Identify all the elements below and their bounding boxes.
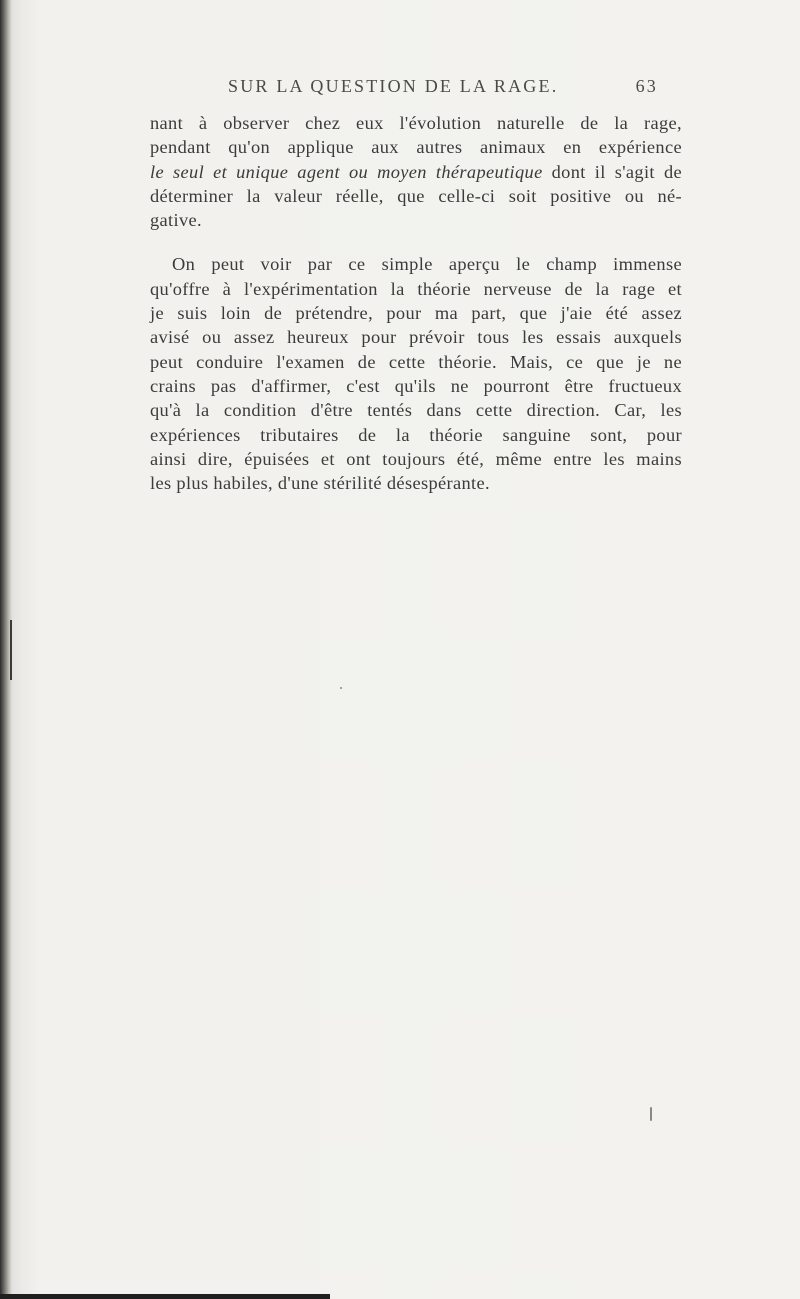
text-line — [150, 160, 682, 184]
text-line: qu'à la condition d'être tentés dans cette direction. Car, les — [150, 400, 682, 421]
italic-phrase: le seul et unique agent ou moyen thérapeutique — [150, 161, 543, 182]
body-text — [150, 111, 682, 495]
text-line: gative. — [150, 210, 202, 231]
text-line: qu'offre à l'expérimentation la théorie nerveuse de la rage et — [150, 278, 682, 299]
text-line: crains pas d'affirmer, c'est qu'ils ne pourront être fructueux — [150, 375, 682, 396]
paper-fleck — [650, 1107, 652, 1121]
paragraph-1 — [150, 111, 682, 232]
paragraph-gap — [150, 232, 682, 252]
text-line: nant à observer chez eux l'évolution naturelle de la rage, — [150, 113, 682, 133]
text-line: déterminer la valeur réelle, que celle-ci soit positive ou né- — [150, 185, 682, 206]
text-line: expériences tributaires de la théorie sanguine sont, pour — [150, 424, 682, 445]
text-fragment: dont il s'agit de — [542, 161, 682, 182]
page-number: 63 — [635, 76, 658, 96]
paper-fleck — [340, 687, 342, 689]
paragraph-2 — [150, 252, 682, 495]
text-line: je suis loin de prétendre, pour ma part, que j'aie été assez — [150, 303, 682, 324]
text-line: pendant qu'on applique aux autres animaux en expérience — [150, 137, 682, 158]
binding-mark — [10, 620, 12, 680]
running-title: SUR LA QUESTION DE LA RAGE. — [228, 76, 559, 96]
text-line: peut conduire l'examen de cette théorie. Mais, ce que je ne — [150, 351, 682, 372]
text-line: avisé ou assez heureux pour prévoir tous les essais auxquels — [150, 327, 682, 348]
text-line: les plus habiles, d'une stérilité désespérante. — [150, 473, 490, 494]
running-head — [228, 76, 658, 100]
bottom-edge — [0, 1294, 330, 1299]
text-line: On peut voir par ce simple aperçu le champ immense — [172, 254, 682, 275]
text-line: ainsi dire, épuisées et ont toujours été, même entre les mains — [150, 448, 682, 469]
